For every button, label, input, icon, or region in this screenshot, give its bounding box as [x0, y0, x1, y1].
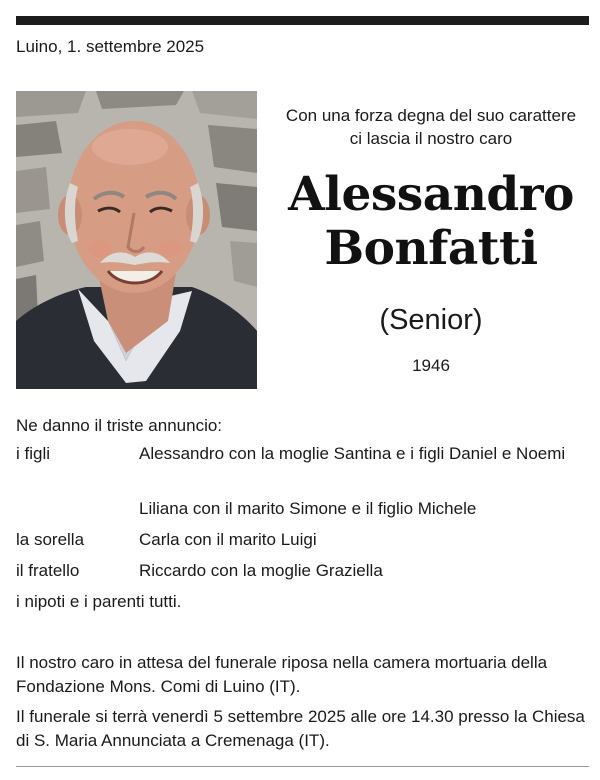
relation-label: il fratello — [16, 561, 80, 580]
relation-label: i figli — [16, 444, 51, 463]
family-names: Liliana con il marito Simone e il figlio Michele — [139, 499, 477, 518]
portrait-photo — [16, 91, 257, 389]
funeral-details: Il funerale si terrà venerdì 5 settembre 2025 alle ore 14.30 presso la Chiesa di S. Maria Annunciata a Cremenaga (IT). — [16, 707, 585, 750]
top-rule — [16, 16, 589, 25]
birth-year: 1946 — [412, 356, 450, 375]
intro-line-2: ci lascia il nostro caro — [349, 129, 513, 148]
last-name: Bonfatti — [324, 221, 538, 276]
date-location: Luino, 1. settembre 2025 — [16, 37, 205, 56]
family-names: Carla con il marito Luigi — [139, 530, 317, 549]
name-suffix: (Senior) — [379, 304, 483, 336]
announcement-closing: i nipoti e i parenti tutti. — [16, 592, 182, 611]
relation-label: la sorella — [16, 530, 85, 549]
bottom-rule — [16, 766, 589, 767]
wake-details: Il nostro caro in attesa del funerale riposa nella camera mortuaria della Fondazione Mons. Comi di Luino (IT). — [16, 653, 548, 696]
intro-line-1: Con una forza degna del suo carattere — [285, 106, 577, 125]
first-name: Alessandro — [288, 167, 574, 222]
announcement-heading: Ne danno il triste annuncio: — [16, 416, 223, 435]
family-names: Alessandro con la moglie Santina e i figli Daniel e Noemi — [139, 444, 566, 463]
deceased-name — [265, 168, 597, 276]
family-names: Riccardo con la moglie Graziella — [139, 561, 383, 580]
intro-text — [265, 104, 597, 150]
